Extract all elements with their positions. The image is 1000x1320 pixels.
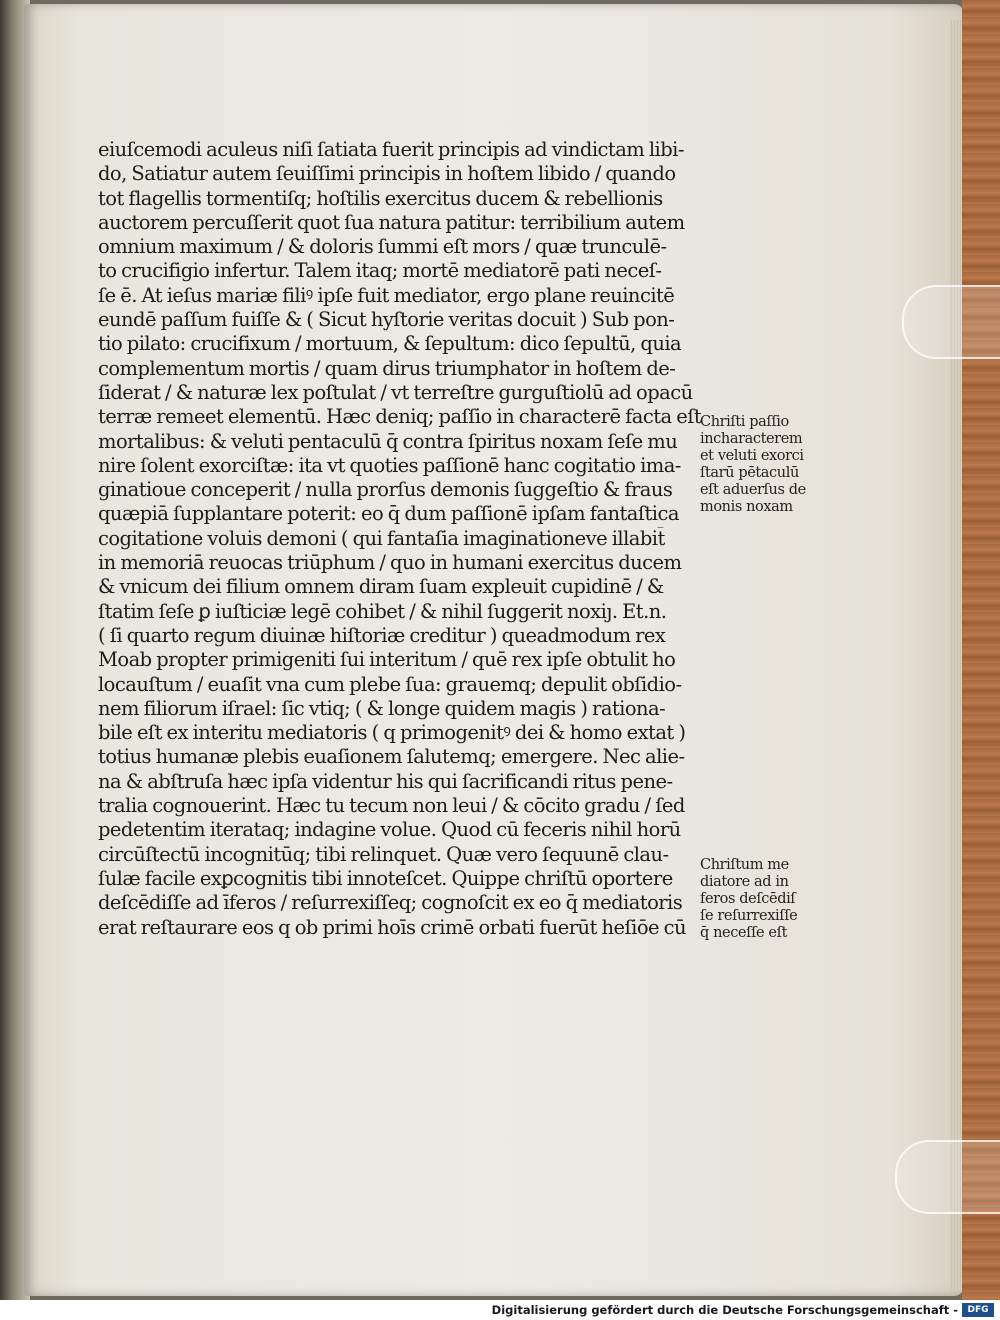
- text-line: to crucifigio infertur. Talem itaq; mortē mediatorē pati neceſ-: [98, 259, 662, 283]
- text-line: cogitatione voluis demoni ( qui fantaſia imaginationeve illabit̄: [98, 526, 665, 550]
- text-line: nem filiorum iſrael: ſic vtiq; ( & longe quidem magis ) rationa-: [98, 696, 666, 720]
- text-line: Moab propter primigeniti ſui interitum / quē rex ipſe obtulit ho: [98, 648, 676, 672]
- text-line: deſcēdiſſe ad īferos / reſurrexiſſeq; cognoſcit ex eo q̄ mediatoris: [98, 891, 683, 915]
- text-line: ſulæ facile exꝑcognitis tibi innoteſcet. Quippe chriſtū oportere: [98, 866, 673, 890]
- text-line: ſtatim ſeſe ꝑ iuſticiæ legē cohibet / & nihil ſuggerit noxiȷ. Et.n.: [98, 599, 667, 623]
- marginal-line: monis noxam: [700, 499, 793, 515]
- text-line: & vnicum dei filium omnem diram ſuam expleuit cupidinē / &: [98, 575, 664, 599]
- main-text-block: [98, 138, 710, 940]
- text-line: complementum mortis / quam dirus triumphator in hoſtem de-: [98, 356, 676, 380]
- marginal-note-christum-mediatore: [700, 857, 830, 942]
- text-line: ginatioue conceperit / nulla prorſus demonis ſuggeſtio & fraus: [98, 478, 673, 502]
- text-line: circūſtectū incognitūq; tibi relinquet. Quæ vero ſequunē clau-: [98, 842, 669, 866]
- dfg-logo: DFG: [962, 1303, 994, 1317]
- text-line: ( ſi quarto regum diuinæ hiſtoriæ creditur ) queadmodum rex: [98, 623, 666, 647]
- marginal-line: ſe reſurrexiſſe: [700, 908, 798, 924]
- text-line: locauſtum / euaſit vna cum plebe ſua: grauemq; depulit obſidio-: [98, 672, 682, 696]
- text-line: ſiderat / & naturæ lex poſtulat / vt terreſtre gurguſtiolū ad opacū: [98, 380, 693, 404]
- marginal-note-christi-passio: [700, 414, 830, 516]
- marginal-line: et veluti exorci: [700, 448, 804, 464]
- text-line: do, Satiatur autem ſeuiſſimi principis in hoſtem libido / quando: [98, 162, 676, 186]
- marginal-line: q̄ neceſſe eſt: [700, 925, 788, 941]
- text-line: omnium maximum / & doloris ſummi eſt mors / quæ trunculē-: [98, 235, 667, 259]
- page-clip-bottom: [895, 1140, 1000, 1214]
- text-line: ſe ē. At ieſus mariæ filiꝰ ipſe fuit mediator, ergo plane reuincitē: [98, 283, 675, 307]
- text-line: quæpiā ſupplantare poterit: eo q̄ dum paſſionē ipſam fantaſtica: [98, 502, 679, 526]
- text-line: pedetentim iterataq; indagine volue. Quod cū feceris nihil horū: [98, 818, 681, 842]
- text-line: tot flagellis tormentiſq; hoſtilis exercitus ducem & rebellionis: [98, 186, 663, 210]
- text-line: eundē paſſum fuiſſe & ( Sicut hyſtorie veritas docuit ) Sub pon-: [98, 308, 675, 332]
- marginal-line: feros deſcēdiſ: [700, 891, 796, 907]
- marginal-line: eſt aduerſus de: [700, 482, 806, 498]
- text-line: na & abſtruſa hæc ipſa videntur his qui ſacrificandi ritus pene-: [98, 769, 673, 793]
- text-line: eiuſcemodi aculeus niſi ſatiata fuerit principis ad vindictam libi-: [98, 138, 684, 161]
- text-line: tio pilato: crucifixum / mortuum, & ſepultum: dico ſepultū, quia: [98, 332, 682, 356]
- marginal-line: incharacterem: [700, 431, 803, 447]
- text-line: terræ remeet elementū. Hæc deniq; paſſio in characterē facta eſt: [98, 405, 702, 429]
- text-line: tralia cognouerint. Hæc tu tecum non leui / & cōcito gradu / ſed: [98, 794, 685, 818]
- footer-credit: Digitalisierung gefördert durch die Deutsche Forschungsgemeinschaft -: [491, 1303, 958, 1317]
- marginal-line: Chriſti paſſio: [700, 414, 789, 430]
- text-line: totius humanæ plebis euaſionem ſalutemq; emergere. Nec alie-: [98, 745, 685, 769]
- text-line: bile eſt ex interitu mediatoris ( q primogenitꝰ dei & homo extat ): [98, 721, 686, 745]
- book-spine: [962, 0, 1000, 1300]
- page-clip-top: [902, 285, 1000, 359]
- text-line: erat reſtaurare eos q ob primi hoīs crimē orbati fuerūt heſiōe cū: [98, 915, 687, 939]
- text-line: mortalibus: & veluti pentaculū q̄ contra ſpiritus noxam ſeſe mu: [98, 429, 678, 453]
- marginal-line: ſtarū pētaculū: [700, 465, 799, 481]
- marginal-line: Chriſtum me: [700, 857, 789, 873]
- text-line: nire ſolent exorciſtæ: ita vt quoties paſſionē hanc cogitatio ima-: [98, 453, 681, 477]
- footer-bar: [0, 1300, 1000, 1320]
- marginal-line: diatore ad in: [700, 874, 789, 890]
- text-line: in memoriā reuocas triūphum / quo in humani exercitus ducem: [98, 551, 682, 575]
- text-line: auctorem percuſſerit quot ſua natura patitur: terribilium autem: [98, 210, 685, 234]
